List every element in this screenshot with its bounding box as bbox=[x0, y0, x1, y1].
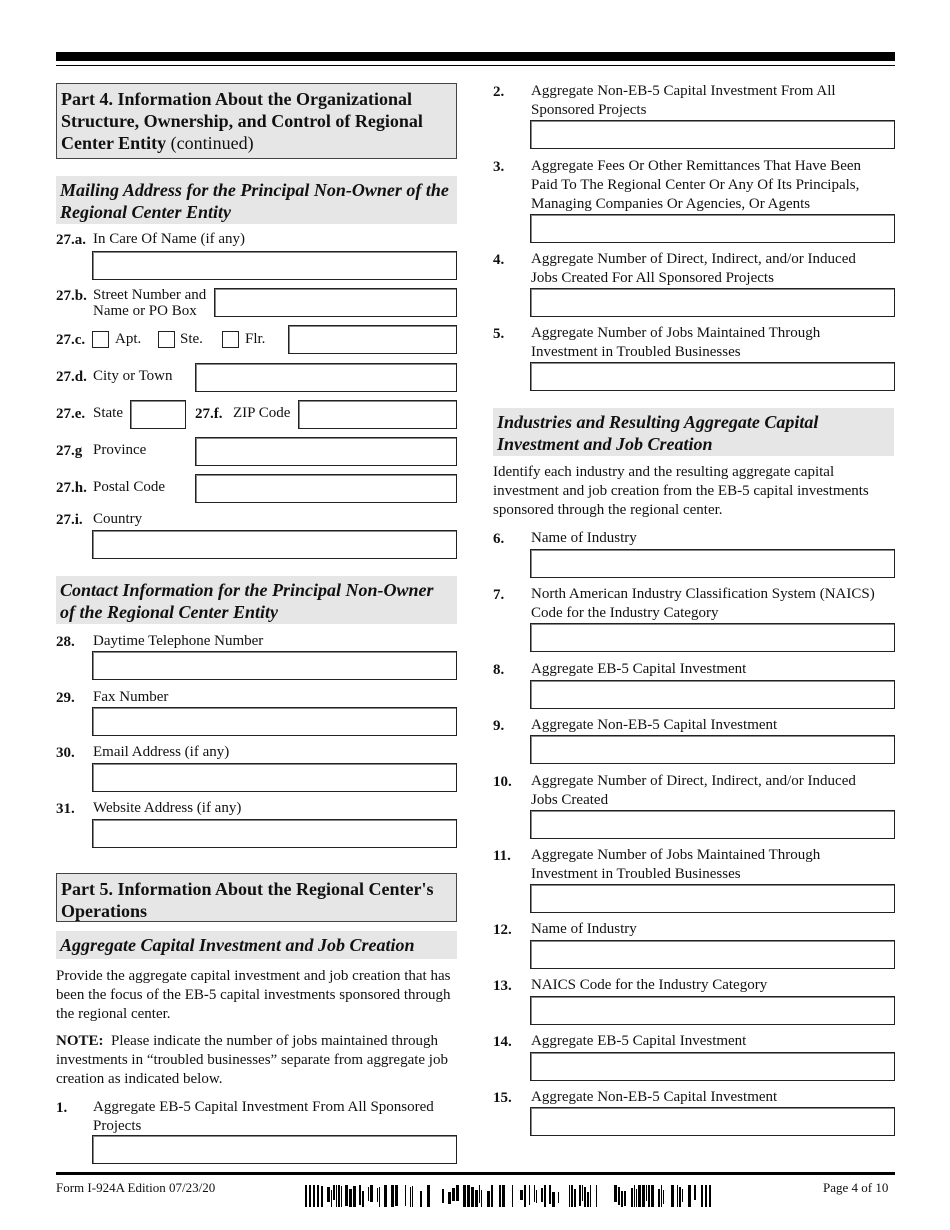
aggregate-non-eb5-investment-all-input[interactable] bbox=[530, 120, 895, 149]
field-27d-label: City or Town bbox=[93, 368, 173, 384]
item-11-number: 11. bbox=[493, 848, 511, 864]
field-27i-number: 27.i. bbox=[56, 512, 83, 528]
fax-number-input[interactable] bbox=[92, 707, 457, 736]
field-31-label: Website Address (if any) bbox=[93, 800, 242, 816]
email-address-input[interactable] bbox=[92, 763, 457, 792]
field-27b-label-line1: Street Number and bbox=[93, 287, 207, 303]
top-thin-rule bbox=[56, 65, 895, 66]
form-edition: Form I-924A Edition 07/23/20 bbox=[56, 1180, 216, 1195]
footer-rule bbox=[56, 1172, 895, 1175]
field-27h-number: 27.h. bbox=[56, 480, 87, 496]
item-7-label: North American Industry Classification System (NAICS) Code for the Industry Category bbox=[531, 586, 875, 621]
province-input[interactable] bbox=[195, 437, 457, 466]
ste-checkbox[interactable] bbox=[158, 331, 175, 348]
industry-eb5-investment-2-input[interactable] bbox=[530, 1052, 895, 1081]
part4-header bbox=[56, 83, 457, 159]
field-27c-number: 27.c. bbox=[56, 332, 86, 348]
item-2-number: 2. bbox=[493, 84, 505, 100]
item-13-label: NAICS Code for the Industry Category bbox=[531, 977, 768, 993]
item-12-number: 12. bbox=[493, 922, 512, 938]
item-14-number: 14. bbox=[493, 1034, 512, 1050]
item-6-number: 6. bbox=[493, 531, 505, 547]
top-rule bbox=[56, 52, 895, 61]
field-30-number: 30. bbox=[56, 745, 75, 761]
field-31-number: 31. bbox=[56, 801, 75, 817]
field-27h-label: Postal Code bbox=[93, 479, 166, 495]
field-27a-number: 27.a. bbox=[56, 232, 86, 248]
apt-checkbox[interactable] bbox=[92, 331, 109, 348]
ste-label: Ste. bbox=[180, 331, 203, 347]
flr-checkbox[interactable] bbox=[222, 331, 239, 348]
aggregate-eb5-investment-all-input[interactable] bbox=[92, 1135, 457, 1164]
item-7-number: 7. bbox=[493, 587, 505, 603]
field-29-number: 29. bbox=[56, 690, 75, 706]
field-27a-label: In Care Of Name (if any) bbox=[93, 231, 246, 247]
item-14-label: Aggregate EB-5 Capital Investment bbox=[531, 1033, 747, 1049]
item-1-number: 1. bbox=[56, 1100, 68, 1116]
field-28-label: Daytime Telephone Number bbox=[93, 633, 264, 649]
item-12-label: Name of Industry bbox=[531, 921, 637, 937]
naics-code-2-input[interactable] bbox=[530, 996, 895, 1025]
street-number-input[interactable] bbox=[214, 288, 457, 317]
item-3-number: 3. bbox=[493, 159, 505, 175]
item-8-number: 8. bbox=[493, 662, 505, 678]
website-address-input[interactable] bbox=[92, 819, 457, 848]
item-13-number: 13. bbox=[493, 978, 512, 994]
apt-number-input[interactable] bbox=[288, 325, 457, 354]
field-27d-number: 27.d. bbox=[56, 369, 87, 385]
contact-info-header: Contact Information for the Principal Non-Owner of the Regional Center Entity bbox=[56, 576, 457, 624]
item-9-label: Aggregate Non-EB-5 Capital Investment bbox=[531, 717, 778, 733]
industry-jobs-created-1-input[interactable] bbox=[530, 810, 895, 839]
item-4-label: Aggregate Number of Direct, Indirect, and/or Induced Jobs Created For All Sponsored Projects bbox=[531, 251, 856, 286]
item-11-label: Aggregate Number of Jobs Maintained Through Investment in Troubled Businesses bbox=[531, 847, 821, 882]
aggregate-jobs-maintained-all-input[interactable] bbox=[530, 362, 895, 391]
industry-name-1-input[interactable] bbox=[530, 549, 895, 578]
part5-note bbox=[56, 1032, 458, 1089]
mailing-address-header: Mailing Address for the Principal Non-Owner of the Regional Center Entity bbox=[56, 176, 457, 224]
daytime-phone-input[interactable] bbox=[92, 651, 457, 680]
item-5-label: Aggregate Number of Jobs Maintained Through Investment in Troubled Businesses bbox=[531, 325, 821, 360]
field-27g-number: 27.g bbox=[56, 443, 83, 459]
field-27e-number: 27.e. bbox=[56, 406, 86, 422]
field-27b-label-line2: Name or PO Box bbox=[93, 303, 197, 319]
item-9-number: 9. bbox=[493, 718, 505, 734]
note-text: Please indicate the number of jobs maintained through investments in “troubled businesses” separate from aggregate job creation as indicated below. bbox=[56, 1033, 448, 1087]
industries-intro: Identify each industry and the resulting aggregate capital investment and job creation from the EB-5 capital investments sponsored through the regional center. bbox=[493, 464, 869, 518]
barcode-icon bbox=[305, 1185, 711, 1207]
item-10-number: 10. bbox=[493, 774, 512, 790]
item-2-label: Aggregate Non-EB-5 Capital Investment From All Sponsored Projects bbox=[531, 83, 836, 118]
item-8-label: Aggregate EB-5 Capital Investment bbox=[531, 661, 747, 677]
field-27b-number: 27.b. bbox=[56, 288, 87, 304]
part5-header bbox=[56, 873, 457, 922]
part4-continued: (continued) bbox=[170, 133, 254, 153]
field-27g-label: Province bbox=[93, 442, 147, 458]
industry-non-eb5-investment-2-input[interactable] bbox=[530, 1107, 895, 1136]
aggregate-fees-input[interactable] bbox=[530, 214, 895, 243]
item-1-label: Aggregate EB-5 Capital Investment From All Sponsored Projects bbox=[93, 1099, 434, 1134]
field-27f-label: ZIP Code bbox=[233, 405, 291, 421]
part4-title: Part 4. Information About the Organizational Structure, Ownership, and Control of Regional Center Entity bbox=[61, 89, 423, 153]
item-4-number: 4. bbox=[493, 252, 505, 268]
note-label: NOTE: bbox=[56, 1033, 104, 1049]
country-input[interactable] bbox=[92, 530, 457, 559]
field-30-label: Email Address (if any) bbox=[93, 744, 230, 760]
state-select[interactable] bbox=[130, 400, 186, 429]
industry-jobs-maintained-1-input[interactable] bbox=[530, 884, 895, 913]
zip-code-input[interactable] bbox=[298, 400, 457, 429]
naics-code-1-input[interactable] bbox=[530, 623, 895, 652]
apt-label: Apt. bbox=[115, 331, 142, 347]
part5-title: Part 5. Information About the Regional Center's Operations bbox=[61, 879, 434, 921]
item-5-number: 5. bbox=[493, 326, 505, 342]
aggregate-investment-header: Aggregate Capital Investment and Job Creation bbox=[56, 931, 457, 959]
in-care-of-name-input[interactable] bbox=[92, 251, 457, 280]
part5-intro: Provide the aggregate capital investment and job creation that has been the focus of the EB-5 capital investments sponsored through the regional center. bbox=[56, 968, 451, 1022]
item-15-number: 15. bbox=[493, 1090, 512, 1106]
industry-eb5-investment-1-input[interactable] bbox=[530, 680, 895, 709]
postal-code-input[interactable] bbox=[195, 474, 457, 503]
industry-name-2-input[interactable] bbox=[530, 940, 895, 969]
aggregate-jobs-created-all-input[interactable] bbox=[530, 288, 895, 317]
field-27f-number: 27.f. bbox=[195, 406, 223, 422]
item-15-label: Aggregate Non-EB-5 Capital Investment bbox=[531, 1089, 778, 1105]
city-input[interactable] bbox=[195, 363, 457, 392]
industries-header: Industries and Resulting Aggregate Capital Investment and Job Creation bbox=[493, 408, 894, 456]
item-6-label: Name of Industry bbox=[531, 530, 637, 546]
page-number: Page 4 of 10 bbox=[823, 1180, 889, 1195]
flr-label: Flr. bbox=[245, 331, 266, 347]
item-10-label: Aggregate Number of Direct, Indirect, and/or Induced Jobs Created bbox=[531, 773, 856, 808]
field-29-label: Fax Number bbox=[93, 689, 169, 705]
field-28-number: 28. bbox=[56, 634, 75, 650]
industry-non-eb5-investment-1-input[interactable] bbox=[530, 735, 895, 764]
field-27e-label: State bbox=[93, 405, 123, 421]
field-27i-label: Country bbox=[93, 511, 143, 527]
item-3-label: Aggregate Fees Or Other Remittances That Have Been Paid To The Regional Center Or Any Of Its Principals, Managing Companies Or Agencies, Or Agents bbox=[531, 158, 862, 212]
